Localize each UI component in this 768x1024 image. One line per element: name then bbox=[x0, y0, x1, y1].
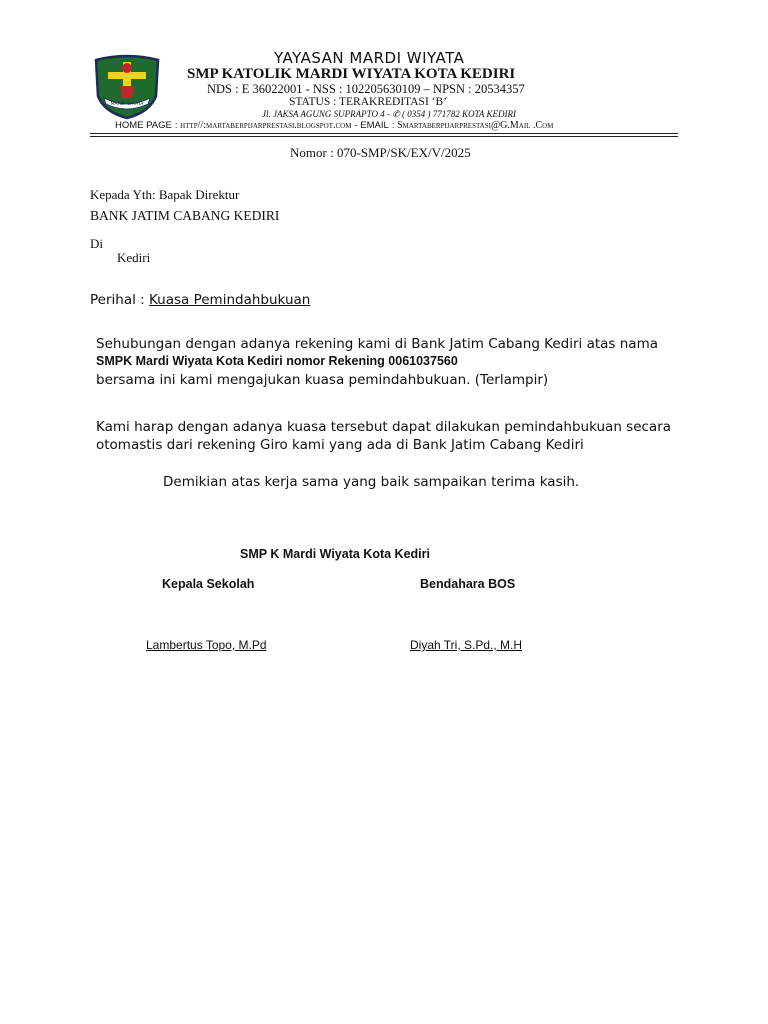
subject-label: Perihal : bbox=[90, 292, 145, 308]
header-divider-thin bbox=[90, 136, 678, 137]
foundation-name: YAYASAN MARDI WIYATA bbox=[274, 49, 465, 67]
email-label: EMAIL bbox=[360, 120, 389, 131]
subject-line bbox=[90, 292, 310, 308]
signature-title-treasurer: Bendahara BOS bbox=[420, 577, 516, 591]
signature-name-treasurer: Diyah Tri, S.Pd., M.H bbox=[410, 638, 523, 652]
signature-school: SMP K Mardi Wiyata Kota Kediri bbox=[240, 547, 430, 561]
recipient-location-label: Di bbox=[90, 236, 103, 251]
school-ids: NDS : E 36022001 - NSS : 102205630109 – NPSN : 20534357 bbox=[207, 82, 525, 96]
paragraph-1-line-1: Sehubungan dengan adanya rekening kami di Bank Jatim Cabang Kediri atas nama bbox=[96, 336, 658, 352]
school-address: Jl. JAKSA AGUNG SUPRAPTO 4 - ✆ ( 0354 ) 771782 KOTA KEDIRI bbox=[262, 109, 516, 119]
paragraph-2-line-2: otomastis dari rekening Giro kami yang ada di Bank Jatim Cabang Kediri bbox=[96, 437, 584, 453]
paragraph-1-line-3: bersama ini kami mengajukan kuasa pemindahbukuan. (Terlampir) bbox=[96, 372, 549, 388]
homepage-label: HOME PAGE bbox=[115, 120, 172, 131]
paragraph-1-line-2: SMPK Mardi Wiyata Kota Kediri nomor Rekening 0061037560 bbox=[96, 354, 458, 368]
logo-text: MARDI WIYATA bbox=[110, 102, 144, 107]
paragraph-2-line-1: Kami harap dengan adanya kuasa tersebut dapat dilakukan pemindahbukuan secara bbox=[96, 419, 672, 435]
accreditation-status: STATUS : TERAKREDITASI ‘B’ bbox=[289, 96, 447, 108]
contact-line: HOME PAGE : http//:martaberpijarprestasi.blogspot.com - EMAIL : Smartaberpijarprestasi@G.Mail .Com bbox=[115, 120, 554, 131]
signature-title-principal: Kepala Sekolah bbox=[162, 577, 255, 591]
header-divider bbox=[90, 133, 678, 134]
subject-value: Kuasa Pemindahbukuan bbox=[148, 292, 311, 308]
homepage-link[interactable]: http//:martaberpijarprestasi.blogspot.com bbox=[180, 120, 352, 131]
school-logo bbox=[92, 54, 162, 120]
letter-number: Nomor : 070-SMP/SK/EX/V/2025 bbox=[290, 145, 471, 160]
signature-name-principal: Lambertus Topo, M.Pd bbox=[146, 638, 267, 652]
recipient-city: Kediri bbox=[117, 250, 151, 265]
recipient-bank: BANK JATIM CABANG KEDIRI bbox=[90, 208, 280, 223]
recipient-salutation: Kepada Yth: Bapak Direktur bbox=[90, 187, 240, 202]
closing-line: Demikian atas kerja sama yang baik sampaikan terima kasih. bbox=[163, 474, 580, 490]
email-link[interactable]: Smartaberpijarprestasi@G.Mail .Com bbox=[397, 120, 554, 131]
school-name: SMP KATOLIK MARDI WIYATA KOTA KEDIRI bbox=[187, 66, 516, 82]
